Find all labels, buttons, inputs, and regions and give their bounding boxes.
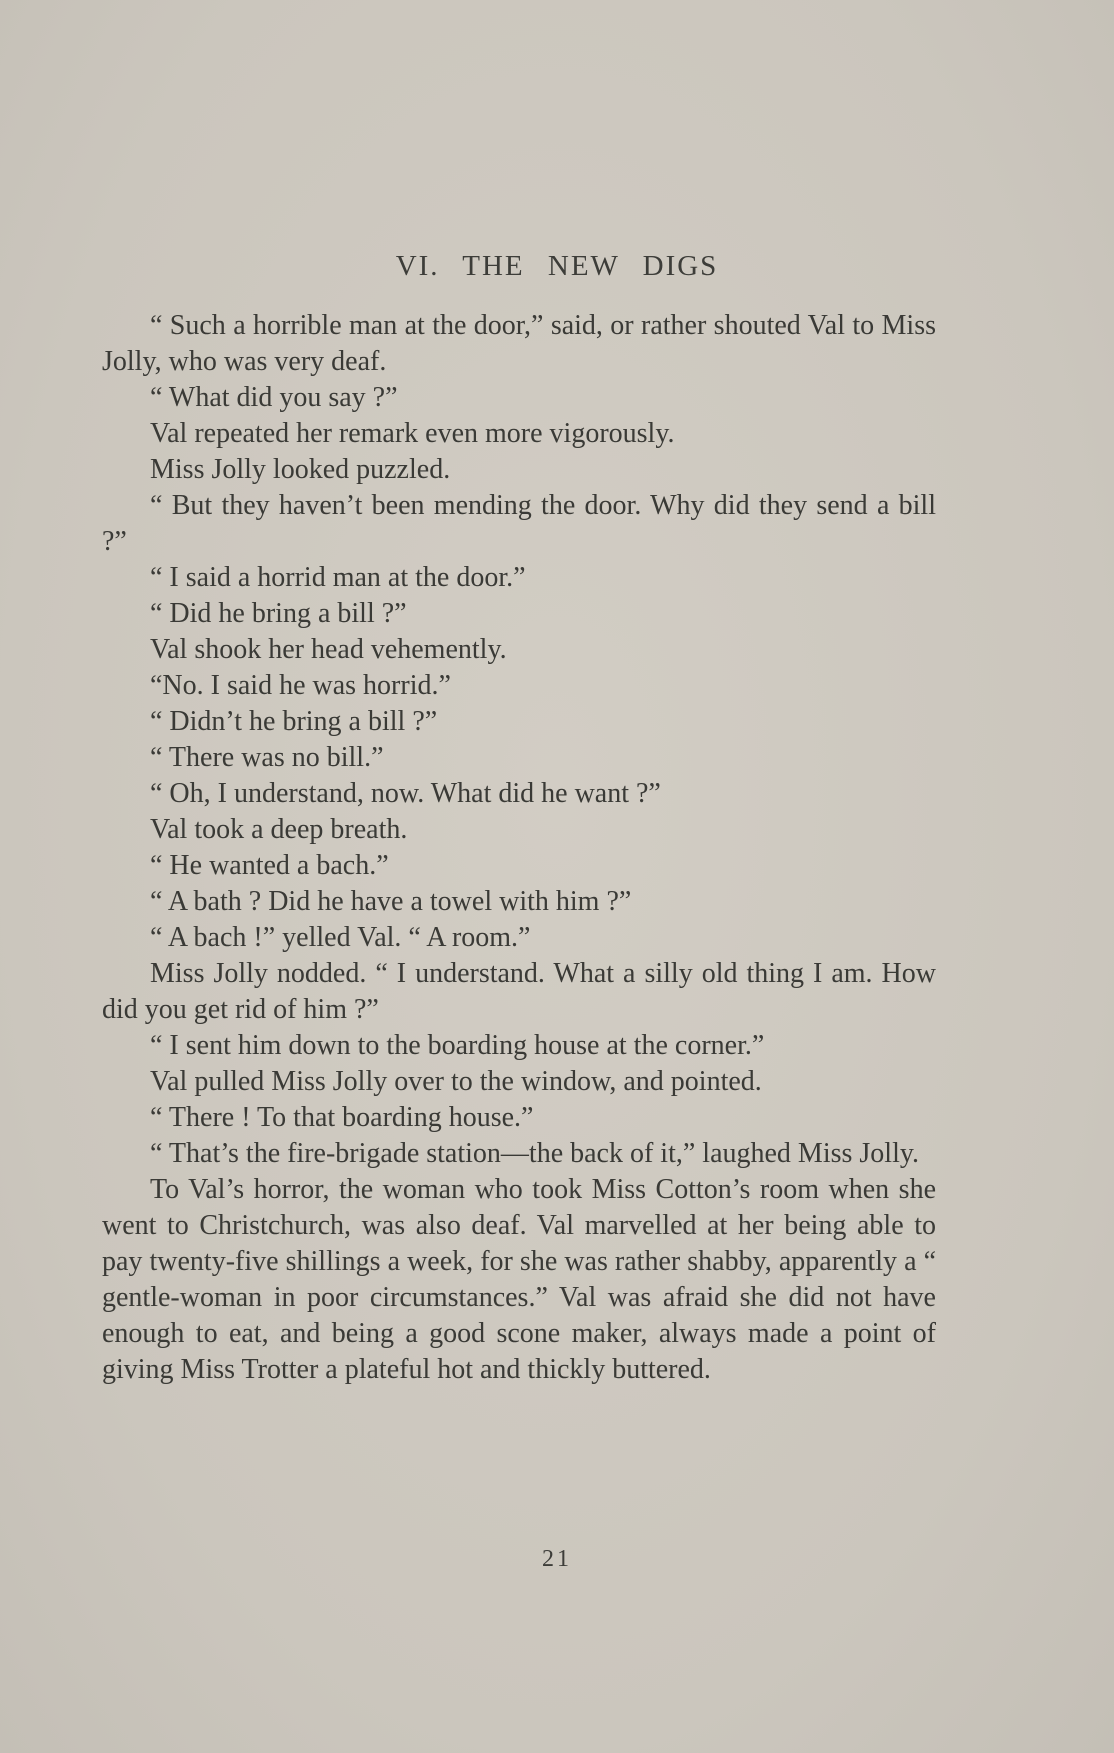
paragraph: “ I sent him down to the boarding house at the corner.” — [150, 1030, 765, 1061]
paragraph: “ Didn’t he bring a bill ?” — [150, 706, 438, 737]
paragraph: “ There ! To that boarding house.” — [150, 1102, 534, 1133]
paragraph: “ Such a horrible man at the door,” said, or rather shouted Val to Miss Jolly, who was very deaf. — [102, 310, 936, 377]
paragraph: “ Did he bring a bill ?” — [150, 598, 407, 629]
paragraph: Miss Jolly looked puzzled. — [150, 454, 451, 485]
paragraph: “ There was no bill.” — [150, 742, 384, 773]
paragraph: Val repeated her remark even more vigorously. — [150, 418, 675, 449]
paragraph: Val took a deep breath. — [150, 814, 408, 845]
paragraph: “ What did you say ?” — [150, 382, 398, 413]
paragraph: Val shook her head vehemently. — [150, 634, 507, 665]
paragraph: Miss Jolly nodded. “ I understand. What a silly old thing I am. How did you get rid of him ?” — [102, 958, 936, 1025]
paragraph: “ Oh, I understand, now. What did he want ?” — [150, 778, 661, 809]
paragraph: “ A bach !” yelled Val. “ A room.” — [150, 922, 531, 953]
paragraph: “ But they haven’t been mending the door. Why did they send a bill ?” — [102, 490, 936, 557]
paragraph: “ I said a horrid man at the door.” — [150, 562, 526, 593]
paragraph: “ A bath ? Did he have a towel with him ?” — [150, 886, 632, 917]
paragraph: “ That’s the fire-brigade station—the back of it,” laughed Miss Jolly. — [150, 1138, 920, 1169]
paragraph: Val pulled Miss Jolly over to the window, and pointed. — [150, 1066, 762, 1097]
body-text — [102, 308, 936, 1388]
page-number: 21 — [542, 1546, 572, 1572]
paragraph: To Val’s horror, the woman who took Miss Cotton’s room when she went to Christchurch, was also deaf. Val marvelled at her being able to pay twenty-five shillings a week, for she was rather shabby, apparently a “ gentle-woman in poor circumstances.” Val was afraid she did not have enough to eat, and being a good scone maker, always made a point of giving Miss Trotter a plateful hot and thickly buttered. — [102, 1174, 936, 1385]
paragraph: “ He wanted a bach.” — [150, 850, 389, 881]
paragraph: “No. I said he was horrid.” — [150, 670, 451, 701]
chapter-title: VI. THE NEW DIGS — [395, 250, 719, 282]
